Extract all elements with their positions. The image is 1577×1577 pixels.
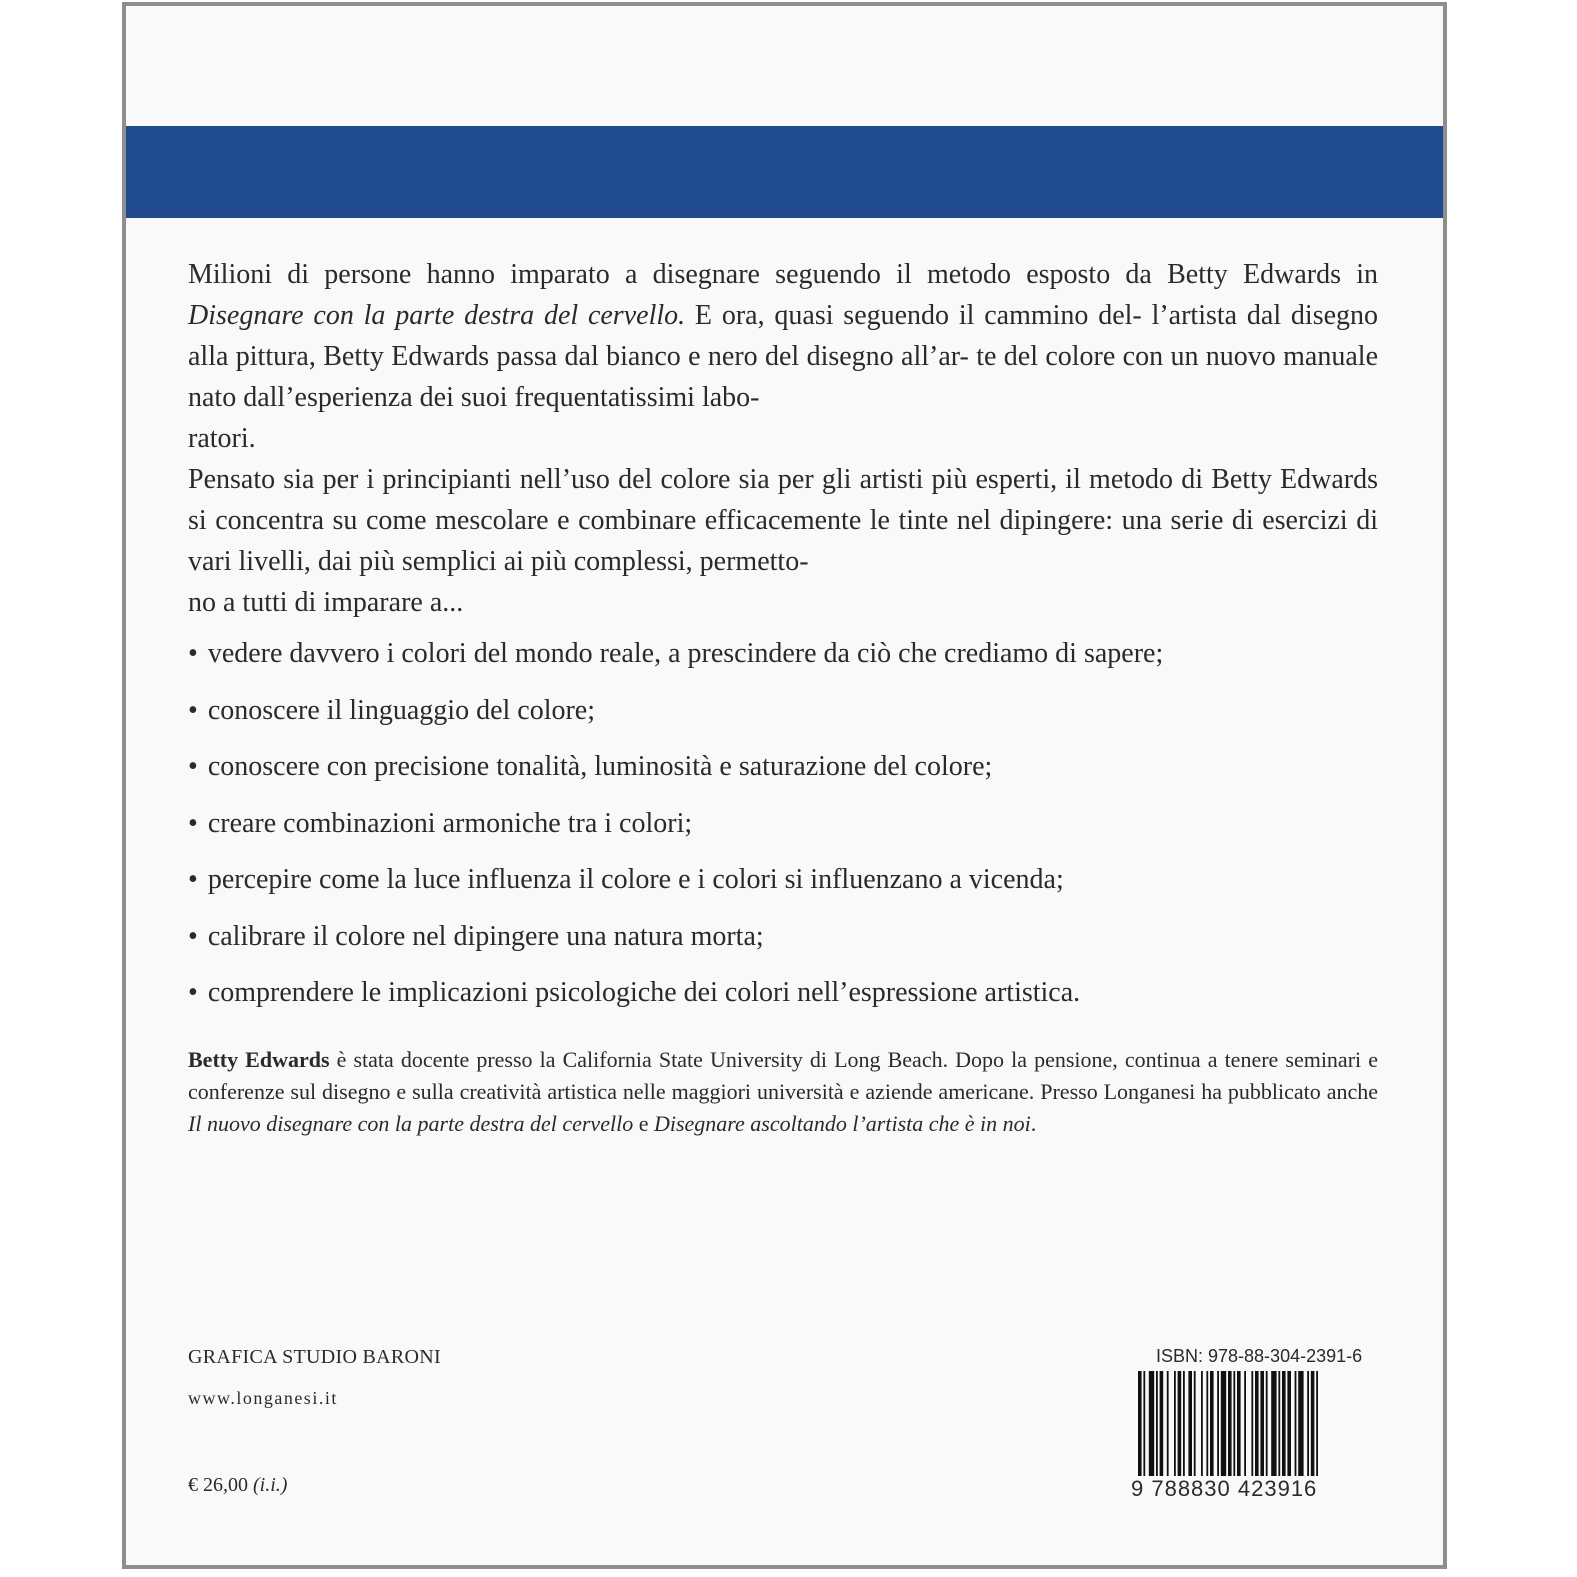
text-line: l’artista dal disegno alla pittura, Betty Edwards passa dal bianco e nero del disegno all’ar- [188, 300, 1379, 372]
barcode-bar [1278, 1371, 1280, 1491]
book-title-italic: Disegnare con la parte destra del cervello. [188, 300, 686, 331]
barcode-bar [1255, 1371, 1259, 1491]
barcode-bar [1183, 1371, 1185, 1491]
barcode-bar [1244, 1371, 1246, 1491]
list-item [188, 683, 1378, 740]
isbn-label: ISBN: 978-88-304-2391-6 [1156, 1346, 1363, 1366]
list-item-text: conoscere il linguaggio del colore; [207, 694, 596, 726]
text-line: ratori. [188, 423, 256, 454]
list-item-text: vedere davvero i colori del mondo reale, a prescindere da ciò che crediamo di sapere; [207, 638, 1164, 669]
price [188, 1474, 287, 1497]
barcode-bar [1316, 1371, 1318, 1491]
barcode-icon [1136, 1371, 1376, 1491]
barcode-bar [1307, 1371, 1309, 1491]
barcode-bar [1160, 1371, 1164, 1491]
list-item [188, 739, 1378, 796]
list-item-text: calibrare il colore nel dipingere una natura morta; [207, 920, 764, 952]
barcode-bar [1266, 1371, 1268, 1491]
bullet-icon: • [188, 807, 198, 839]
barcode-bar [1311, 1371, 1315, 1491]
barcode-bar [1260, 1371, 1264, 1491]
barcode-bar [1194, 1371, 1196, 1491]
text-line: Edwards in [1243, 259, 1379, 290]
barcode-bar [1271, 1371, 1276, 1491]
book-title-italic: Il nuovo disegnare con la parte destra del cervello [188, 1111, 634, 1136]
barcode-bar [1295, 1371, 1297, 1491]
list-item [188, 796, 1378, 853]
book-title-italic: Disegnare ascoltando l’artista che è in noi [653, 1111, 1031, 1136]
bio-text: è stata docente presso la California State University di Long Beach. Dopo la pensione, continua a tenere seminari e conferenze sul disegno e sulla creatività artistica nelle maggiori università e aziende americane. Presso Longanesi ha pubblicato anche [188, 1047, 1378, 1104]
barcode-bar [1174, 1371, 1176, 1491]
list-item [188, 852, 1378, 909]
author-bio [188, 1044, 1378, 1140]
intro-paragraph-1 [188, 254, 1378, 418]
text-line: Pensato sia per i principianti nell’uso del colore sia per gli artisti più esperti, il metodo di [188, 464, 1203, 495]
bullet-icon: • [188, 638, 198, 669]
barcode-digits: 9 788830 423916 [1131, 1476, 1318, 1501]
barcode-bar [1282, 1371, 1286, 1491]
barcode-bar [1237, 1371, 1241, 1491]
barcode-bar [1228, 1371, 1232, 1491]
publisher-website: www.longanesi.it [188, 1388, 338, 1408]
list-item [188, 965, 1378, 1022]
intro-paragraph-2-end [188, 582, 1378, 623]
bullet-icon: • [188, 694, 198, 726]
list-item-text: percepire come la luce influenza il colore e i colori si influenzano a vicenda; [207, 864, 1064, 895]
bio-text: . [1030, 1111, 1037, 1136]
barcode-bar [1206, 1371, 1208, 1491]
barcode-bar [1251, 1371, 1253, 1491]
list-item [188, 909, 1378, 966]
text-line: Milioni di persone hanno imparato a disegnare seguendo il metodo esposto da Betty [188, 259, 1228, 290]
intro-paragraph-2 [188, 459, 1378, 582]
list-item-text: comprendere le implicazioni psicologiche dei colori nell’espressione artistica. [207, 977, 1081, 1008]
barcode-bar [1298, 1371, 1303, 1491]
list-item-text: conoscere con precisione tonalità, luminosità e saturazione del colore; [207, 751, 993, 782]
barcode-bar [1287, 1371, 1291, 1491]
bullet-icon: • [188, 920, 198, 952]
barcode-bar [1167, 1371, 1169, 1491]
price-note: (i.i.) [253, 1474, 288, 1496]
author-name: Betty Edwards [188, 1047, 330, 1072]
barcode-bar [1201, 1371, 1203, 1491]
barcode-bar [1149, 1371, 1154, 1491]
barcode-bar [1233, 1371, 1235, 1491]
text-line: dipingere: una serie di esercizi di vari livelli, dai più semplici ai più complessi, permetto- [188, 505, 1378, 577]
bullet-icon: • [188, 864, 198, 895]
barcode-bar [1178, 1371, 1182, 1491]
intro-paragraph-1-end [188, 418, 1378, 459]
design-credit: GRAFICA STUDIO BARONI [188, 1346, 441, 1368]
price-value: € 26,00 [188, 1474, 248, 1496]
barcode-bar [1217, 1371, 1219, 1491]
book-back-cover [122, 2, 1447, 1569]
bullet-icon: • [188, 977, 198, 1008]
barcode-bar [1221, 1371, 1226, 1491]
list-item-text: creare combinazioni armoniche tra i colori; [207, 807, 693, 839]
blue-header-band [126, 126, 1443, 218]
text-line: te del colore con un nuovo manuale nato dall’esperienza dei suoi frequentatissimi labo- [188, 341, 1378, 413]
barcode-bar [1138, 1371, 1142, 1491]
barcode-bar [1210, 1371, 1214, 1491]
text-line: Betty Edwards si concentra su come mescolare e combinare efficacemente le tinte nel [188, 464, 1379, 536]
barcode-bar [1188, 1371, 1192, 1491]
barcode-bar [1156, 1371, 1158, 1491]
description-text [188, 254, 1378, 623]
text-line: E ora, quasi seguendo il cammino del- [685, 300, 1142, 331]
bio-text: e [633, 1111, 654, 1136]
barcode-bar [1143, 1371, 1145, 1491]
text-line: no a tutti di imparare a... [188, 587, 464, 618]
skills-list [188, 626, 1378, 1022]
bullet-icon: • [188, 751, 198, 782]
list-item [188, 626, 1378, 683]
